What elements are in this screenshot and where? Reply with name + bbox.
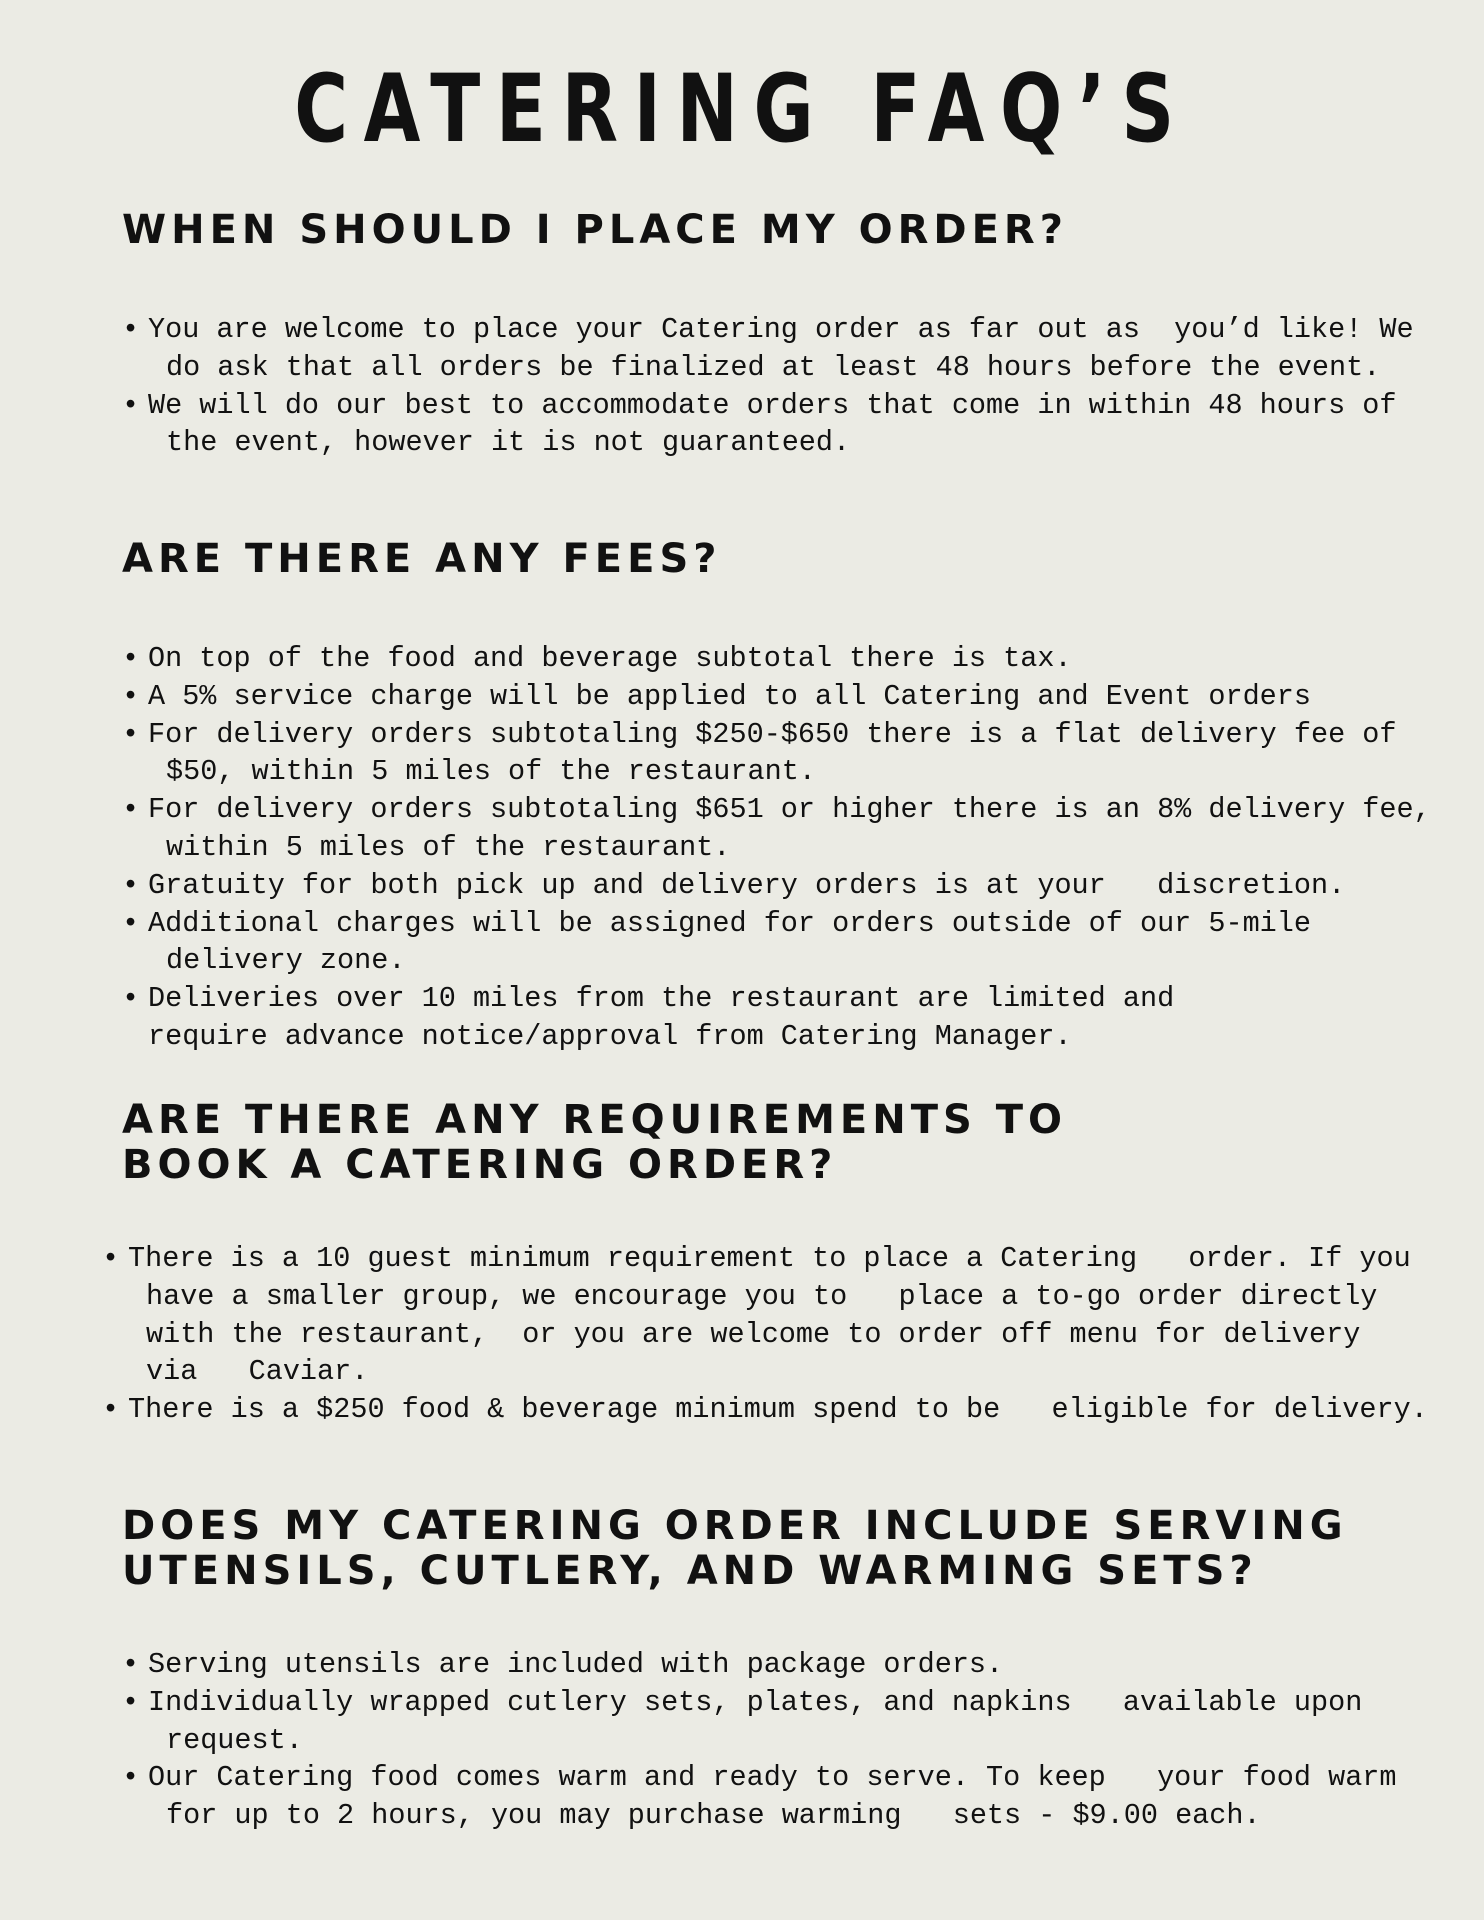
page-title: CATERING FAQ’S xyxy=(294,55,1190,164)
question-heading: WHEN SHOULD I PLACE MY ORDER? xyxy=(122,207,1068,253)
question-heading: DOES MY CATERING ORDER INCLUDE SERVING UTENSILS, CUTLERY, AND WARMING SETS? xyxy=(122,1503,1348,1594)
answer-item xyxy=(122,640,1444,678)
answer-text: On top of the food and beverage subtotal there is tax. xyxy=(148,642,1072,675)
answer-text: Our Catering food comes warm and ready to serve. To keep your food warm for up to 2 hours, you may purchase warming sets - $9.00 each. xyxy=(148,1761,1414,1833)
answer-item xyxy=(122,905,1444,981)
answer-text: Additional charges will be assigned for orders outside of our 5-mile delivery zone. xyxy=(148,906,1329,978)
bullet-icon: • xyxy=(122,642,140,675)
answer-list xyxy=(122,311,1431,462)
question-heading: ARE THERE ANY REQUIREMENTS TO BOOK A CATERING ORDER? xyxy=(122,1097,1067,1188)
answer-text: Deliveries over 10 miles from the restaurant are limited and require advance notice/approval from Catering Manager. xyxy=(148,982,1192,1053)
answer-item xyxy=(122,716,1444,792)
answer-item xyxy=(122,311,1444,387)
bullet-icon: • xyxy=(122,868,140,902)
faq-section-fees xyxy=(122,536,1448,1056)
bullet-icon: • xyxy=(102,1393,120,1427)
answer-text: A 5% service charge will be applied to all Catering and Event orders xyxy=(148,679,1311,713)
answer-item xyxy=(122,678,1444,716)
answer-text: Gratuity for both pick up and delivery orders is at your discretion. xyxy=(148,868,1346,902)
answer-item xyxy=(122,867,1444,905)
bullet-icon: • xyxy=(122,906,140,940)
answer-text: For delivery orders subtotaling $250-$650 there is a flat delivery fee of $50, within 5 miles of the restaurant. xyxy=(148,717,1414,789)
answer-item xyxy=(122,1759,1444,1835)
answer-item xyxy=(122,791,1448,867)
answer-list xyxy=(122,1646,1422,1835)
bullet-icon: • xyxy=(122,313,140,346)
bullet-icon: • xyxy=(122,717,140,751)
bullet-icon: • xyxy=(122,1648,140,1681)
bullet-icon: • xyxy=(122,388,140,422)
answer-text: We will do our best to accommodate orders that come in within 48 hours of the event, however it is not guaranteed. xyxy=(148,388,1414,460)
answer-text: You are welcome to place your Catering order as far out as you’d like! We do ask that all orders be finalized at least 48 hours before the event. xyxy=(148,313,1431,384)
answer-list xyxy=(102,1240,1442,1429)
answer-item xyxy=(122,1684,1444,1760)
bullet-icon: • xyxy=(102,1242,120,1275)
answer-item xyxy=(102,1240,1428,1391)
answer-item xyxy=(102,1391,1428,1429)
answer-text: For delivery orders subtotaling $651 or higher there is an 8% delivery fee, within 5 miles of the restaurant. xyxy=(148,793,1448,864)
answer-text: Individually wrapped cutlery sets, plates, and napkins available upon request. xyxy=(148,1685,1380,1757)
answer-text: Serving utensils are included with package orders. xyxy=(148,1648,1004,1681)
answer-text: There is a $250 food & beverage minimum spend to be eligible for delivery. xyxy=(128,1393,1428,1427)
bullet-icon: • xyxy=(122,1761,140,1795)
faq-section-requirements xyxy=(102,1097,1428,1429)
answer-list xyxy=(122,640,1448,1056)
faq-section-ordering xyxy=(122,207,1431,462)
bullet-icon: • xyxy=(122,982,140,1016)
question-heading: ARE THERE ANY FEES? xyxy=(122,536,722,582)
bullet-icon: • xyxy=(122,793,140,827)
answer-item xyxy=(122,387,1444,463)
answer-item xyxy=(122,1646,1444,1684)
faq-section-utensils xyxy=(122,1504,1422,1835)
answer-item xyxy=(122,980,1192,1056)
answer-text: There is a 10 guest minimum requirement to place a Catering order. If you have a smaller group, we encourage you to place a to-go order directly with the restaurant, or you are welcome to order off menu for delivery via Caviar. xyxy=(128,1242,1428,1389)
bullet-icon: • xyxy=(122,1685,140,1719)
bullet-icon: • xyxy=(122,679,140,713)
